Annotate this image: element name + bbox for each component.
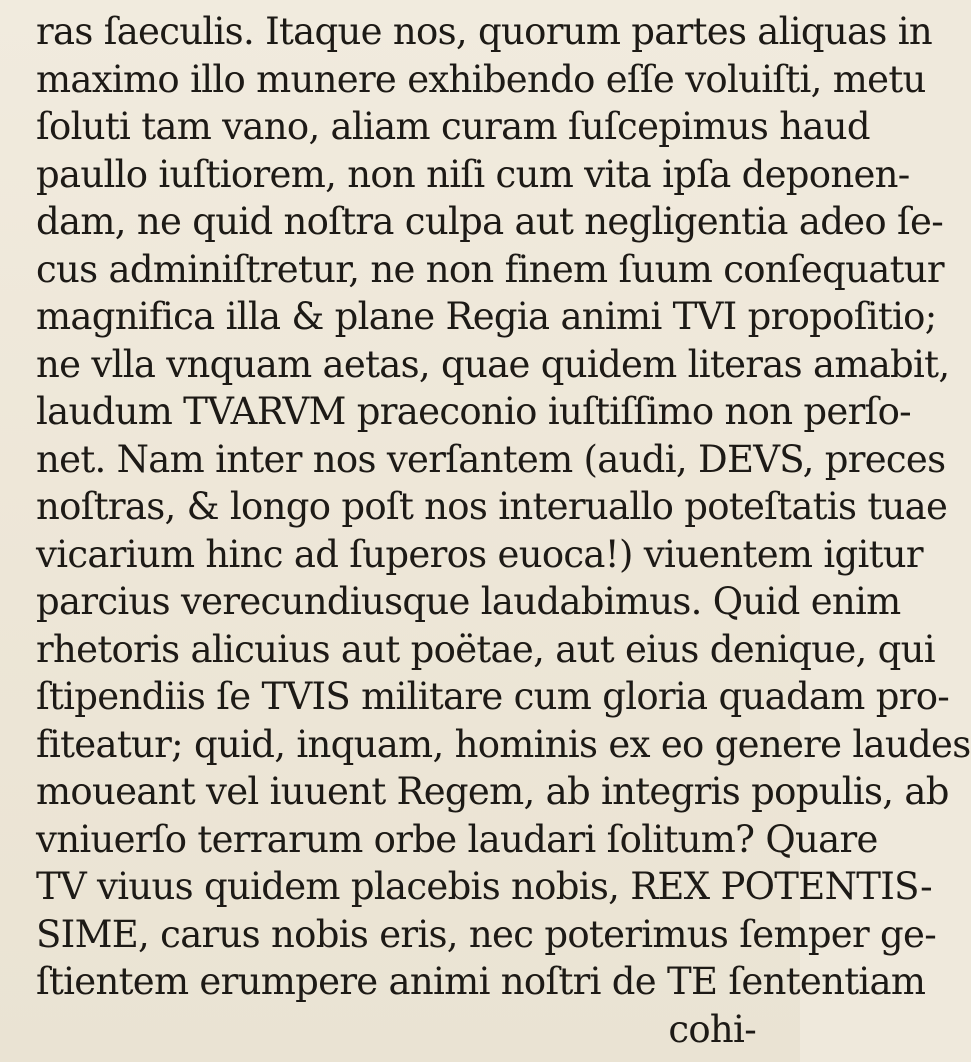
text-line-12: vicarium hinc ad ſuperos euoca!) viuentem igitur (36, 532, 923, 576)
text-line-13: parcius verecundiusque laudabimus. Quid enim (36, 580, 901, 623)
text-line-2: maximo illo munere exhibendo eſſe voluiſti, metu (36, 57, 926, 101)
text-line-11: noſtras, & longo poſt nos interuallo poteſtatis tuae (36, 485, 948, 528)
catchword: cohi- (668, 1007, 756, 1051)
text-line-9: laudum TVARVM praeconio iuſtiſſimo non perſo- (36, 390, 911, 433)
text-line-4: paullo iuſtiorem, non niſi cum vita ipſa deponen- (36, 152, 910, 196)
text-line-8: ne vlla vnquam aetas, quae quidem literas amabit, (36, 342, 950, 386)
text-line-10: net. Nam inter nos verſantem (audi, DEVS, preces (36, 437, 946, 481)
text-line-14: rhetoris alicuius aut poëtae, aut eius denique, qui (36, 627, 935, 671)
text-line-3: ſoluti tam vano, aliam curam ſuſcepimus haud (36, 105, 870, 148)
text-line-16: fiteatur; quid, inquam, hominis ex eo genere laudes (36, 722, 971, 766)
text-line-19: TV viuus quidem placebis nobis, REX POTENTIS- (36, 865, 932, 908)
text-line-5: dam, ne quid noſtra culpa aut negligentia adeo ſe- (36, 200, 944, 243)
text-line-7: magnifica illa & plane Regia animi TVI propoſitio; (36, 295, 937, 338)
text-line-18: vniuerſo terrarum orbe laudari ſolitum? Quare (36, 817, 878, 861)
text-line-20: SIME, carus nobis eris, nec poterimus ſemper ge- (36, 912, 937, 956)
text-line-21: ſtientem erumpere animi noſtri de TE ſententiam (36, 960, 926, 1003)
text-line-6: cus adminiſtretur, ne non finem ſuum conſequatur (36, 247, 944, 291)
text-block (36, 8, 971, 1053)
text-line-1: ras ſaeculis. Itaque nos, quorum partes aliquas in (36, 10, 933, 53)
text-line-15: ſtipendiis ſe TVIS militare cum gloria quadam pro- (36, 675, 950, 718)
text-line-17: moueant vel iuuent Regem, ab integris populis, ab (36, 770, 949, 813)
